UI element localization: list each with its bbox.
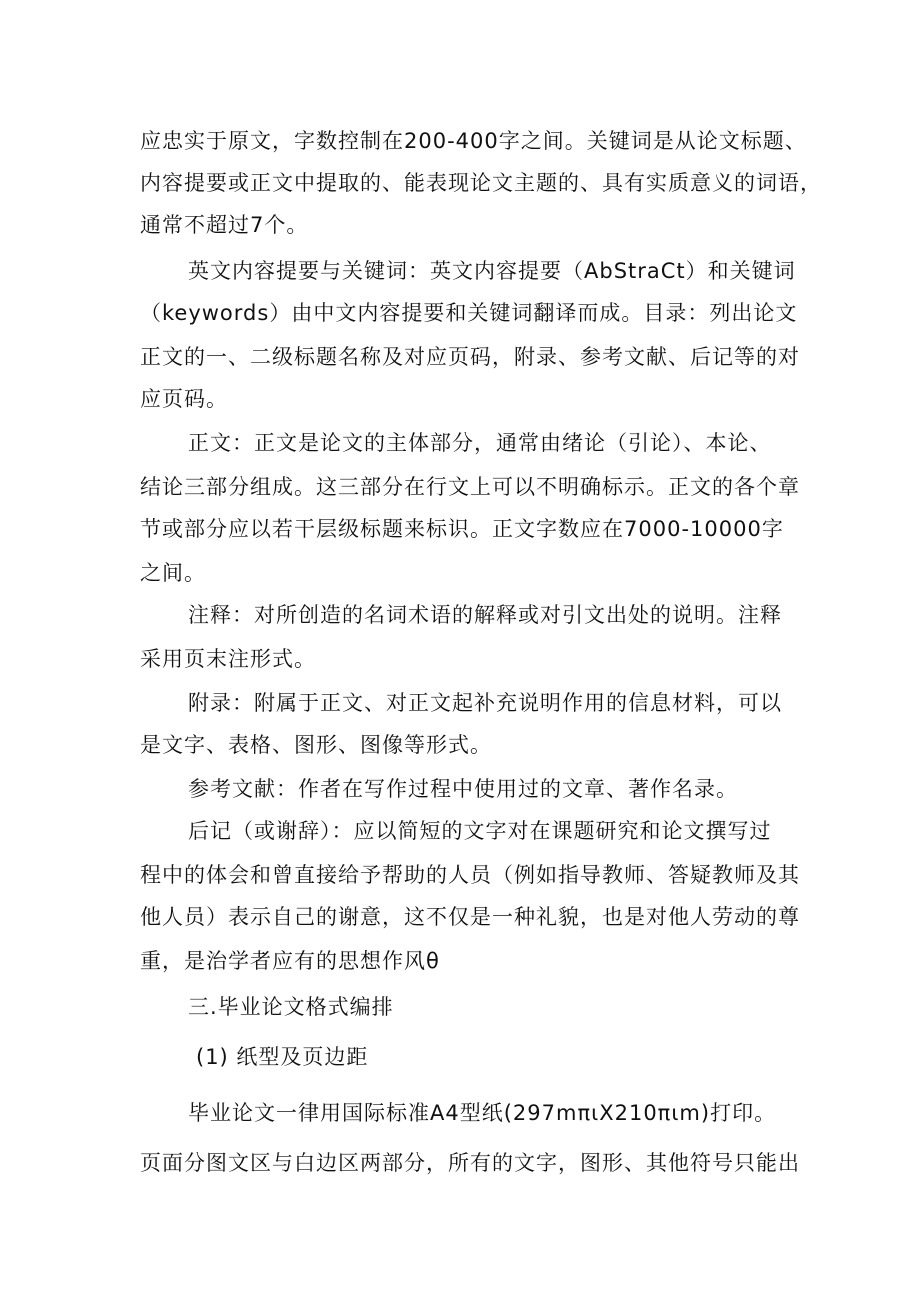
body-text-line: 附录：附属于正文、对正文起补充说明作用的信息材料，可以 [188,691,782,715]
body-text-line: 参考文献：作者在写作过程中使用过的文章、著作名录。 [188,777,738,801]
body-text-line: 正文的一、二级标题名称及对应页码，附录、参考文献、后记等的对 [140,345,800,369]
body-text-line: 英文内容提要与关键词：英文内容提要（AbStraCt）和关键词 [188,259,796,283]
subsection-heading: (1) 纸型及页边距 [196,1045,369,1069]
body-text-line: 页面分图文区与白边区两部分，所有的文字，图形、其他符号只能出 [140,1151,800,1175]
body-text-line: 是文字、表格、图形、图像等形式。 [140,733,492,757]
body-text-line: 通常不超过7个。 [140,213,309,237]
body-text-line: 内容提要或正文中提取的、能表现论文主题的、具有实质意义的词语， [140,171,822,195]
body-text-line: 注释：对所创造的名词术语的解释或对引文出处的说明。注释 [188,603,782,627]
body-text-line: 应页码。 [140,387,228,411]
body-text-line: 之间。 [140,561,206,585]
body-text-line: 采用页末注形式。 [140,647,316,671]
body-text-line: 后记（或谢辞）：应以简短的文字对在课题研究和论文撰写过 [188,819,772,843]
body-text-line: 正文：正文是论文的主体部分，通常由绪论（引论）、本论、 [188,431,772,455]
body-text-line: 节或部分应以若干层级标题来标识。正文字数应在7000-10000字 [140,517,784,541]
body-text-line: 应忠实于原文，字数控制在200-400字之间。关键词是从论文标题、 [140,129,807,153]
body-text-line: 毕业论文一律用国际标准A4型纸(297mπιX210πιm)打印。 [188,1101,777,1125]
section-heading: 三.毕业论文格式编排 [188,995,394,1019]
body-text-line: （keywords）由中文内容提要和关键词翻译而成。目录：列出论文 [140,301,798,325]
body-text-line: 程中的体会和曾直接给予帮助的人员（例如指导教师、答疑教师及其 [140,863,800,887]
body-text-line: 他人员）表示自己的谢意，这不仅是一种礼貌，也是对他人劳动的尊 [140,905,800,929]
body-text-line: 重，是治学者应有的思想作风θ [140,949,440,973]
body-text-line: 结论三部分组成。这三部分在行文上可以不明确标示。正文的各个章 [140,475,800,499]
